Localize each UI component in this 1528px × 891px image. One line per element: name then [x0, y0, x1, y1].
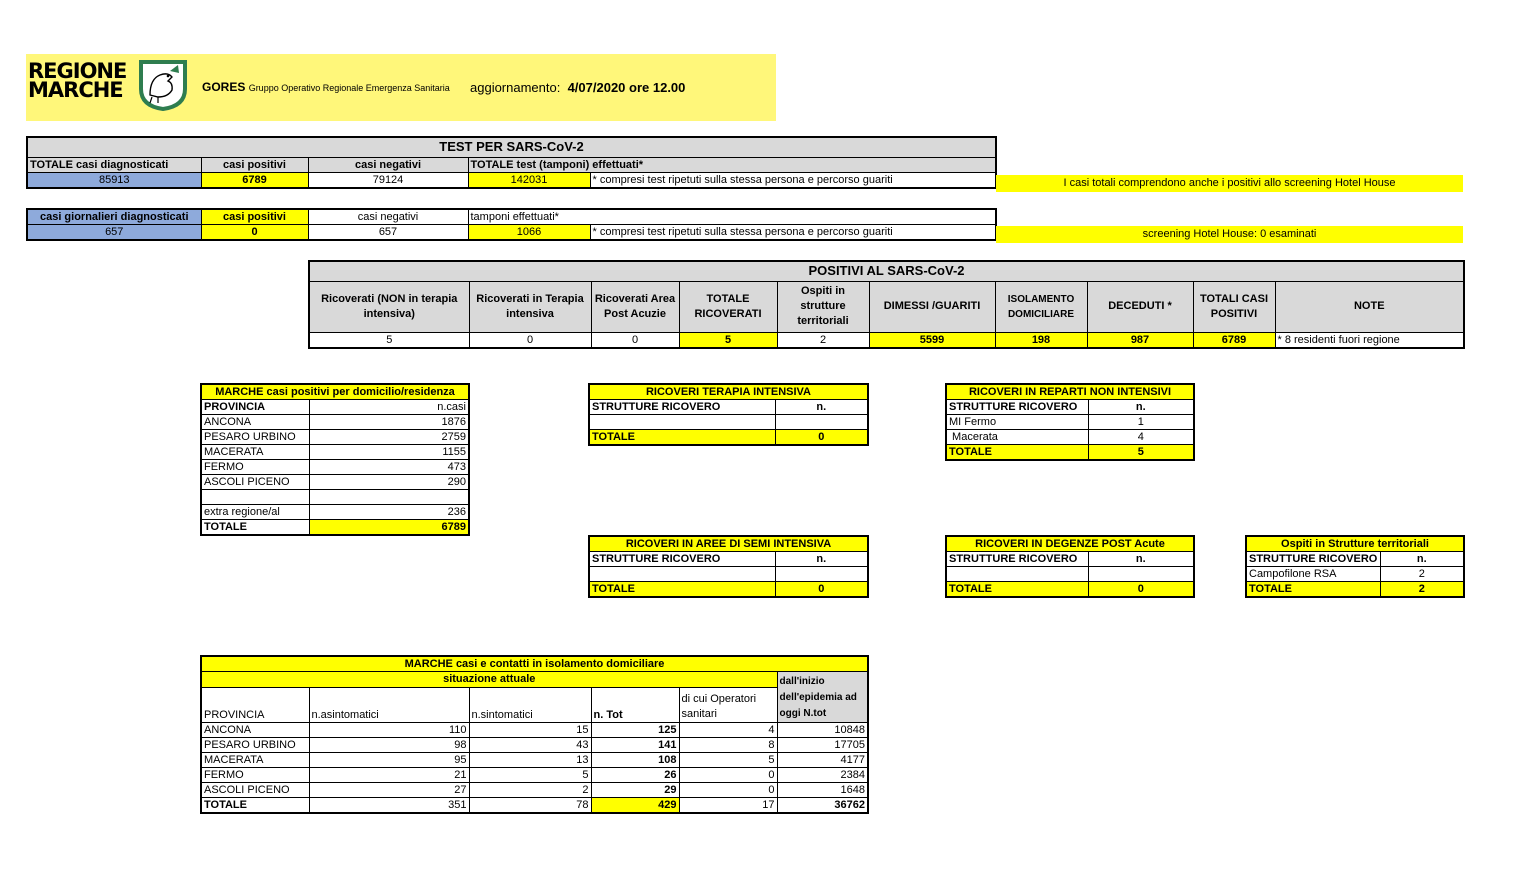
pos-h-1: Ricoverati in Terapia intensiva: [469, 281, 591, 332]
non-int-table: [945, 383, 1195, 461]
semi-h-n: n.: [775, 552, 868, 567]
terr-h-n: n.: [1380, 552, 1464, 567]
iso-since: 17705: [777, 738, 868, 753]
pos-h-6: ISOLAMENTO DOMICILIARE: [995, 281, 1087, 332]
table-total-row: [201, 798, 868, 814]
terr-h-str: STRUTTURE RICOVERO: [1246, 552, 1380, 567]
org-full: Gruppo Operativo Regionale Emergenza Sanitaria: [248, 83, 450, 93]
table-row: [201, 475, 469, 490]
table-row: [201, 430, 469, 445]
structure-n: 2: [1380, 567, 1464, 582]
non-int-title: RICOVERI IN REPARTI NON INTENSIVI: [946, 384, 1194, 400]
post-empty-cell: [946, 567, 1088, 582]
ti-title: RICOVERI TERAPIA INTENSIVA: [589, 384, 868, 400]
province-name: FERMO: [201, 460, 309, 475]
org-label: [202, 80, 450, 94]
test-total: 85913: [27, 172, 201, 188]
structure-name: Macerata: [946, 430, 1088, 445]
semi-total-label: TOTALE: [589, 582, 775, 598]
iso-h-op: di cui Operatori sanitari: [679, 687, 777, 722]
iso-tot: 125: [591, 723, 679, 738]
post-empty-cell: [1088, 567, 1194, 582]
iso-tot: 26: [591, 768, 679, 783]
structure-n: 4: [1088, 430, 1194, 445]
daily-total: 657: [27, 225, 201, 241]
ti-h-n: n.: [775, 400, 868, 415]
ti-total: 0: [775, 430, 868, 446]
iso-asint: 110: [309, 723, 469, 738]
non-int-h-n: n.: [1088, 400, 1194, 415]
semi-empty-cell: [589, 567, 775, 582]
pos-v-1: 0: [469, 332, 591, 348]
daily-table: [26, 208, 997, 241]
ti-empty-cell: [589, 415, 775, 430]
logo-line-2: MARCHE: [28, 78, 123, 102]
post-total-label: TOTALE: [946, 582, 1088, 598]
iso-tot: 29: [591, 783, 679, 798]
pos-v-0: 5: [309, 332, 469, 348]
iso-prov: MACERATA: [201, 753, 309, 768]
pos-v-2: 0: [591, 332, 679, 348]
terr-title: Ospiti in Strutture territoriali: [1246, 536, 1464, 552]
daily-h-total: casi giornalieri diagnosticati: [27, 209, 201, 225]
iso-sint: 5: [469, 768, 591, 783]
iso-asint: 98: [309, 738, 469, 753]
iso-since: 2384: [777, 768, 868, 783]
post-total: 0: [1088, 582, 1194, 598]
province-total: 6789: [309, 520, 469, 536]
pos-h-9: NOTE: [1275, 281, 1464, 332]
province-n: 473: [309, 460, 469, 475]
pos-h-8: TOTALI CASI POSITIVI: [1193, 281, 1275, 332]
iso-prov: ASCOLI PICENO: [201, 783, 309, 798]
test-pos: 6789: [201, 172, 308, 188]
table-row: [201, 505, 469, 520]
table-row: [201, 415, 469, 430]
test-side-note: I casi totali comprendono anche i positivi allo screening Hotel House: [996, 175, 1463, 192]
terr-table: [1245, 535, 1465, 598]
table-row: [1246, 567, 1464, 582]
test-note: * compresi test ripetuti sulla stessa persona e percorso guariti: [590, 172, 996, 188]
structure-n: 1: [1088, 415, 1194, 430]
iso-total-op: 17: [679, 798, 777, 814]
positivi-table: [308, 260, 1465, 349]
province-n: 290: [309, 475, 469, 490]
test-tests: 142031: [468, 172, 590, 188]
daily-tests: 1066: [468, 225, 590, 241]
province-name: extra regione/al: [201, 505, 309, 520]
iso-title: MARCHE casi e contatti in isolamento domiciliare: [201, 656, 868, 672]
test-table: [26, 136, 997, 189]
iso-total-sint: 78: [469, 798, 591, 814]
iso-op: 0: [679, 783, 777, 798]
post-table: [945, 535, 1195, 598]
province-total-label: TOTALE: [201, 520, 309, 536]
daily-side-note: screening Hotel House: 0 esaminati: [996, 226, 1463, 243]
logo-line-1: REGIONE: [28, 59, 127, 83]
iso-tot: 141: [591, 738, 679, 753]
province-name: [201, 490, 309, 505]
iso-h-prov: PROVINCIA: [201, 687, 309, 722]
iso-sint: 43: [469, 738, 591, 753]
pos-h-7: DECEDUTI *: [1087, 281, 1193, 332]
test-title: TEST PER SARS-CoV-2: [27, 137, 996, 157]
province-h-prov: PROVINCIA: [201, 400, 309, 415]
province-n: 236: [309, 505, 469, 520]
table-row: [201, 753, 868, 768]
pos-h-4: Ospiti in strutture territoriali: [777, 281, 869, 332]
region-logo-text: [28, 59, 127, 102]
iso-prov: FERMO: [201, 768, 309, 783]
non-int-h-str: STRUTTURE RICOVERO: [946, 400, 1088, 415]
update-info: [470, 80, 685, 95]
iso-prov: ANCONA: [201, 723, 309, 738]
province-n: [309, 490, 469, 505]
iso-h-since: dall'inizio dell'epidemia ad oggi N.tot: [777, 672, 868, 723]
iso-since: 10848: [777, 723, 868, 738]
test-h-total: TOTALE casi diagnosticati: [27, 157, 201, 172]
iso-asint: 95: [309, 753, 469, 768]
iso-op: 4: [679, 723, 777, 738]
iso-prov: PESARO URBINO: [201, 738, 309, 753]
daily-h-tests: tamponi effettuati*: [468, 209, 996, 225]
pos-h-2: Ricoverati Area Post Acuzie: [591, 281, 679, 332]
iso-op: 5: [679, 753, 777, 768]
ti-empty-cell: [775, 415, 868, 430]
iso-h-tot: n. Tot: [591, 687, 679, 722]
daily-neg: 657: [308, 225, 468, 241]
province-title: MARCHE casi positivi per domicilio/residenza: [201, 384, 469, 400]
pos-h-0: Ricoverati (NON in terapia intensiva): [309, 281, 469, 332]
iso-total-tot: 429: [591, 798, 679, 814]
non-int-total-label: TOTALE: [946, 445, 1088, 461]
test-h-neg: casi negativi: [308, 157, 468, 172]
pos-h-3: TOTALE RICOVERATI: [679, 281, 777, 332]
pos-v-8: 6789: [1193, 332, 1275, 348]
pos-v-3: 5: [679, 332, 777, 348]
structure-name: MI Fermo: [946, 415, 1088, 430]
iso-since: 4177: [777, 753, 868, 768]
post-h-str: STRUTTURE RICOVERO: [946, 552, 1088, 567]
table-row: [201, 783, 868, 798]
table-row: [201, 738, 868, 753]
daily-pos: 0: [201, 225, 308, 241]
update-value: 4/07/2020 ore 12.00: [567, 80, 686, 95]
header-banner: [26, 54, 776, 121]
daily-note: * compresi test ripetuti sulla stessa persona e percorso guariti: [590, 225, 996, 241]
iso-sint: 15: [469, 723, 591, 738]
test-h-tests: TOTALE test (tamponi) effettuati*: [468, 157, 996, 172]
semi-total: 0: [775, 582, 868, 598]
structure-name: Campofilone RSA: [1246, 567, 1380, 582]
iso-table: [200, 655, 869, 814]
post-title: RICOVERI IN DEGENZE POST Acute: [946, 536, 1194, 552]
test-neg: 79124: [308, 172, 468, 188]
terr-total-label: TOTALE: [1246, 582, 1380, 598]
ti-total-label: TOTALE: [589, 430, 775, 446]
province-n: 1876: [309, 415, 469, 430]
province-name: ASCOLI PICENO: [201, 475, 309, 490]
test-h-pos: casi positivi: [201, 157, 308, 172]
iso-total-asint: 351: [309, 798, 469, 814]
table-row: [201, 460, 469, 475]
semi-empty-cell: [775, 567, 868, 582]
table-row: [946, 415, 1194, 430]
pos-v-7: 987: [1087, 332, 1193, 348]
table-row: [201, 768, 868, 783]
iso-total-label: TOTALE: [201, 798, 309, 814]
iso-asint: 27: [309, 783, 469, 798]
province-cases-table: [200, 383, 470, 536]
iso-total-since: 36762: [777, 798, 868, 814]
terr-total: 2: [1380, 582, 1464, 598]
iso-h-asint: n.asintomatici: [309, 687, 469, 722]
iso-tot: 108: [591, 753, 679, 768]
pos-v-4: 2: [777, 332, 869, 348]
region-emblem-icon: [138, 59, 188, 111]
post-h-n: n.: [1088, 552, 1194, 567]
positivi-title: POSITIVI AL SARS-CoV-2: [309, 261, 1464, 281]
pos-v-6: 198: [995, 332, 1087, 348]
iso-sint: 2: [469, 783, 591, 798]
iso-since: 1648: [777, 783, 868, 798]
province-h-n: n.casi: [309, 400, 469, 415]
update-label: aggiornamento:: [470, 80, 561, 95]
daily-h-neg: casi negativi: [308, 209, 468, 225]
pos-v-9: * 8 residenti fuori regione: [1275, 332, 1464, 348]
iso-op: 0: [679, 768, 777, 783]
semi-title: RICOVERI IN AREE DI SEMI INTENSIVA: [589, 536, 868, 552]
ti-h-str: STRUTTURE RICOVERO: [589, 400, 775, 415]
iso-h-sint: n.sintomatici: [469, 687, 591, 722]
semi-h-str: STRUTTURE RICOVERO: [589, 552, 775, 567]
province-name: ANCONA: [201, 415, 309, 430]
non-int-total: 5: [1088, 445, 1194, 461]
org-short: GORES: [202, 80, 246, 94]
province-name: PESARO URBINO: [201, 430, 309, 445]
table-row: [201, 723, 868, 738]
daily-h-pos: casi positivi: [201, 209, 308, 225]
pos-h-5: DIMESSI /GUARITI: [869, 281, 995, 332]
pos-v-5: 5599: [869, 332, 995, 348]
semi-table: [588, 535, 869, 598]
ti-table: [588, 383, 869, 446]
iso-sint: 13: [469, 753, 591, 768]
province-n: 2759: [309, 430, 469, 445]
iso-op: 8: [679, 738, 777, 753]
table-row: [201, 490, 469, 505]
province-name: MACERATA: [201, 445, 309, 460]
province-n: 1155: [309, 445, 469, 460]
table-row: [201, 445, 469, 460]
iso-subtitle: situazione attuale: [201, 672, 777, 688]
table-row: [946, 430, 1194, 445]
iso-asint: 21: [309, 768, 469, 783]
